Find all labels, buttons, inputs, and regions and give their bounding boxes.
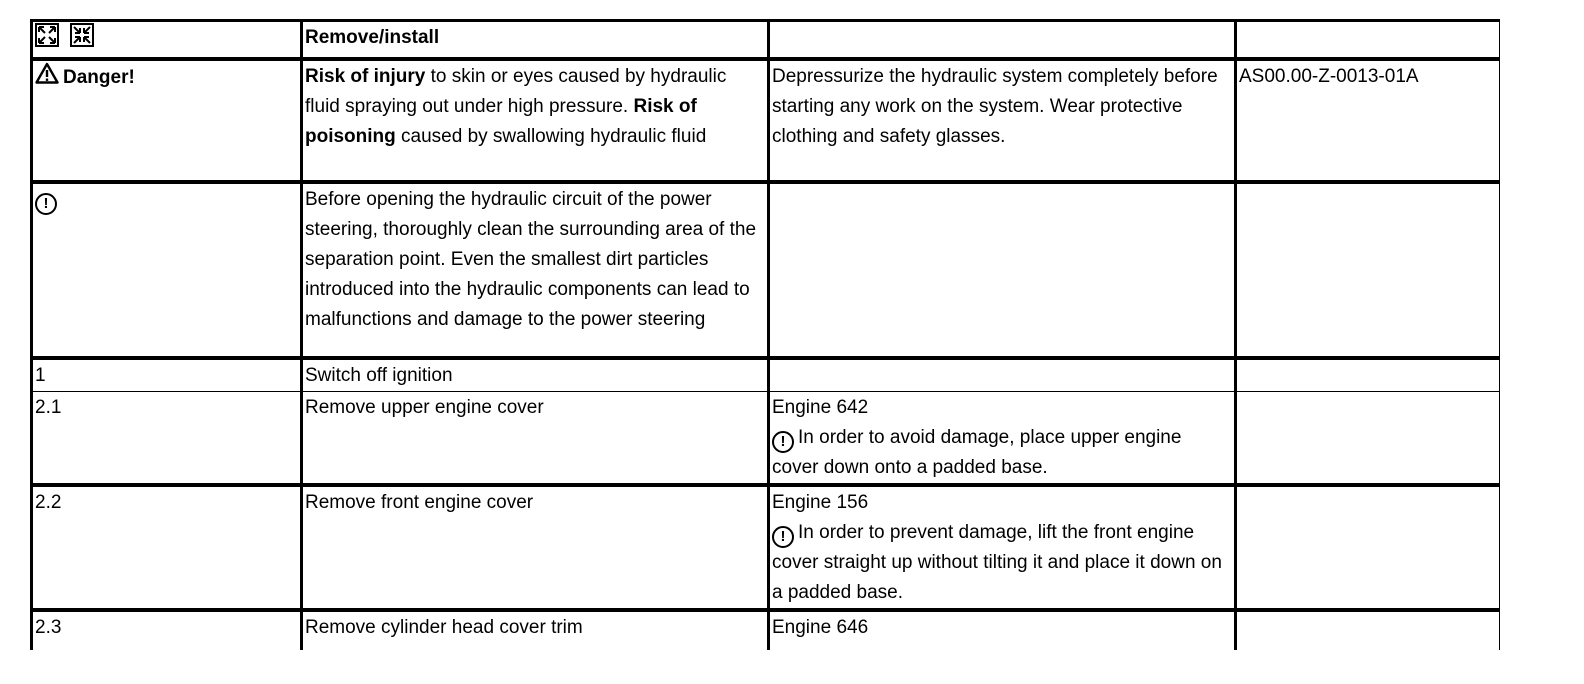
note-empty-cell [769,182,1236,358]
danger-label: Danger! [63,67,135,89]
expand-icon[interactable] [35,23,59,57]
step-reference-cell [1236,485,1501,610]
step-number: 2.2 [32,485,302,610]
note-icon: ! [772,526,794,548]
hazard-description [302,59,769,182]
table-row [32,610,1501,650]
hazard-bold-injury: Risk of injury [305,66,426,87]
note-row [32,182,1501,358]
hazard-bold-poisoning: Risk of poisoning [305,96,697,147]
note-text: Before opening the hydraulic circuit of the power steering, thoroughly clean the surrounding area of the separation point. Even the smallest dirt particles introduced into the hydraulic components can lead to malfunctions and damage to the power steering [302,182,769,358]
table-header-row [32,21,1501,60]
hazard-text-injury: to skin or eyes caused by hydraulic fluid spraying out under high pressure. [305,66,727,117]
step-engine: Engine 156 [772,492,869,513]
procedure-sheet [30,19,1500,684]
step-note [772,518,1232,608]
step-note-text: In order to prevent damage, lift the front engine cover straight up without tilting it and place it down on a padded base. [772,522,1222,603]
table-row [32,358,1501,392]
step-engine-cell [769,485,1236,610]
header-empty-cell [1236,21,1501,60]
header-title: Remove/install [302,21,769,60]
header-icons-cell [32,21,302,60]
table-row [32,485,1501,610]
step-engine: Engine 646 [772,617,869,638]
step-action: Remove cylinder head cover trim [302,610,769,650]
table-row [32,392,1501,486]
step-number: 2.1 [32,392,302,486]
hazard-text-poisoning: caused by swallowing hydraulic fluid [395,126,707,147]
step-note [772,423,1232,483]
step-action: Remove front engine cover [302,485,769,610]
step-number: 2.3 [32,610,302,650]
step-engine-cell [769,610,1236,650]
step-action: Remove upper engine cover [302,392,769,486]
danger-cell [32,59,302,182]
danger-row [32,59,1501,182]
step-reference-cell [1236,358,1501,392]
step-engine-cell [769,392,1236,486]
step-reference-cell [1236,392,1501,486]
note-icon-cell [32,182,302,358]
warning-triangle-icon [35,62,59,94]
procedure-table [30,19,1500,650]
note-icon: ! [772,431,794,453]
step-engine-cell [769,358,1236,392]
note-empty-cell [1236,182,1501,358]
step-action: Switch off ignition [302,358,769,392]
step-note-text: In order to avoid damage, place upper engine cover down onto a padded base. [772,427,1182,478]
step-number: 1 [32,358,302,392]
step-engine: Engine 642 [772,397,869,418]
note-icon: ! [35,193,57,215]
step-reference-cell [1236,610,1501,650]
collapse-icon[interactable] [70,23,94,57]
reference-link[interactable]: AS00.00-Z-0013-01A [1236,59,1501,182]
header-empty-cell [769,21,1236,60]
safety-measure: Depressurize the hydraulic system completely before starting any work on the system. Wear protective clothing and safety glasses. [769,59,1236,182]
